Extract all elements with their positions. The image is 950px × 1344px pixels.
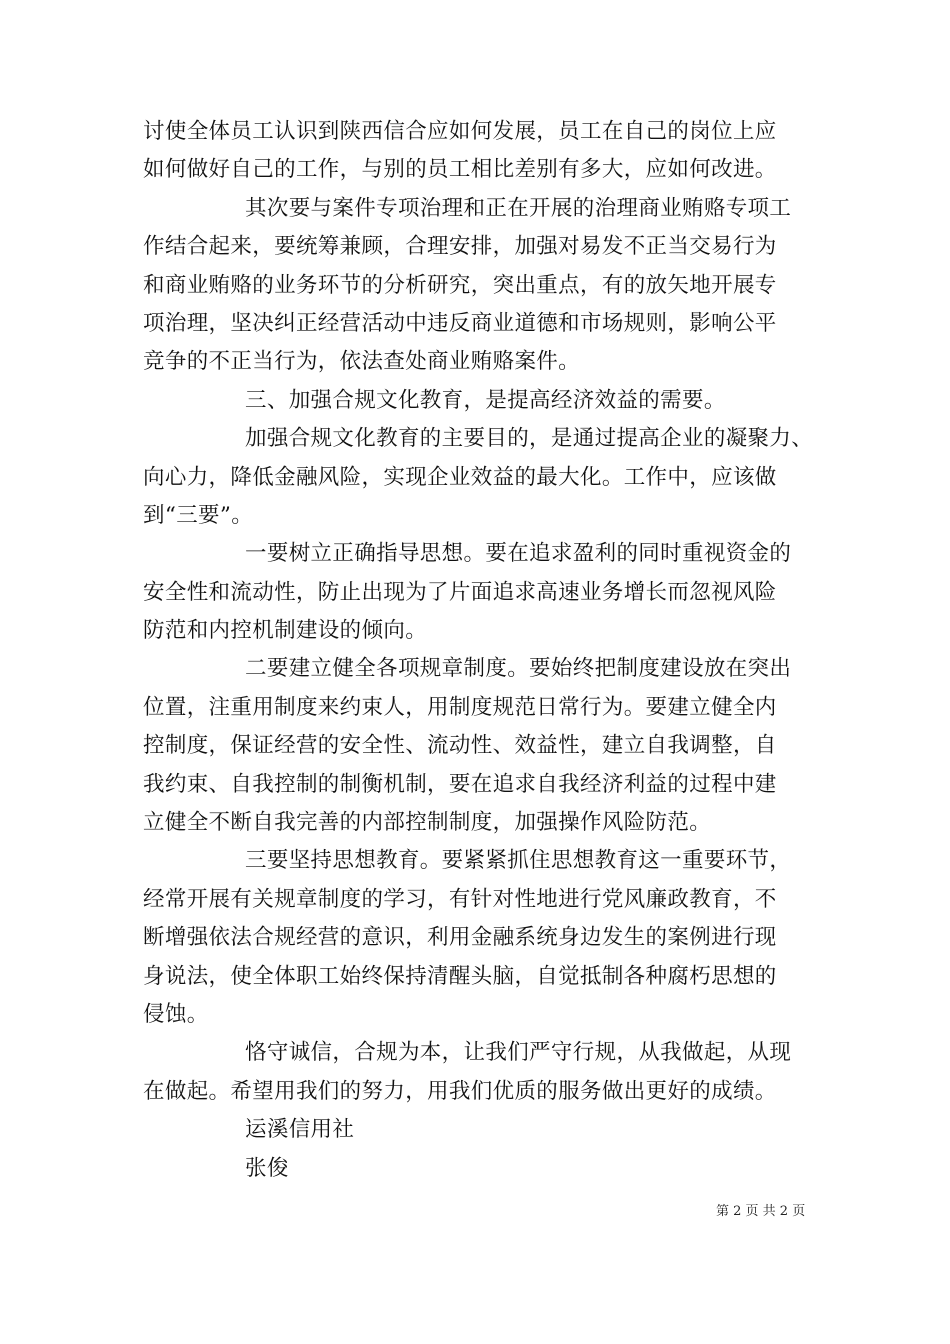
- body-line: 控制度，保证经营的安全性、流动性、效益性，建立自我调整，自: [143, 733, 777, 759]
- body-line: 侵蚀。: [143, 1001, 209, 1027]
- body-line: 安全性和流动性，防止出现为了片面追求高速业务增长而忽视风险: [143, 579, 777, 605]
- body-line: 经常开展有关规章制度的学习，有针对性地进行党风廉政教育，不: [143, 886, 777, 912]
- paragraph-start: 二要建立健全各项规章制度。要始终把制度建设放在突出: [245, 656, 792, 682]
- body-line: 作结合起来，要统筹兼顾，合理安排，加强对易发不正当交易行为: [143, 234, 777, 260]
- body-line: 立健全不断自我完善的内部控制制度，加强操作风险防范。: [143, 810, 712, 836]
- body-line: 位置，注重用制度来约束人，用制度规范日常行为。要建立健全内: [143, 694, 777, 720]
- signature-organization: 运溪信用社: [245, 1117, 355, 1143]
- body-line: 竞争的不正当行为，依法查处商业贿赂案件。: [143, 349, 581, 375]
- page-number: 第 2 页 共 2 页: [716, 1204, 806, 1219]
- signature-author: 张俊: [245, 1155, 289, 1181]
- body-line: 项治理，坚决纠正经营活动中违反商业道德和市场规则，影响公平: [143, 310, 777, 336]
- body-line: 防范和内控机制建设的倾向。: [143, 618, 428, 644]
- body-line: 到“三要”。: [143, 502, 254, 528]
- body-line: 讨使全体员工认识到陕西信合应如何发展，员工在自己的岗位上应: [143, 119, 777, 144]
- body-line: 和商业贿赂的业务环节的分析研究，突出重点，有的放矢地开展专: [143, 272, 777, 298]
- paragraph-start: 一要树立正确指导思想。要在追求盈利的同时重视资金的: [245, 541, 792, 567]
- paragraph-start: 三要坚持思想教育。要紧紧抓住思想教育这一重要环节，: [245, 848, 792, 874]
- section-heading: 三、加强合规文化教育，是提高经济效益的需要。: [245, 387, 726, 413]
- paragraph-start: 其次要与案件专项治理和正在开展的治理商业贿赂专项工: [245, 195, 792, 221]
- document-body: [143, 113, 814, 1188]
- body-line: 我约束、自我控制的制衡机制，要在追求自我经济利益的过程中建: [143, 771, 777, 797]
- paragraph-start: 恪守诚信，合规为本，让我们严守行规，从我做起，从现: [245, 1040, 792, 1066]
- body-line: 向心力，降低金融风险，实现企业效益的最大化。工作中，应该做: [143, 464, 777, 490]
- body-line: 如何做好自己的工作，与别的员工相比差别有多大，应如何改进。: [143, 157, 777, 183]
- paragraph-start: 加强合规文化教育的主要目的，是通过提高企业的凝聚力、: [245, 426, 814, 452]
- body-line: 在做起。希望用我们的努力，用我们优质的服务做出更好的成绩。: [143, 1078, 777, 1104]
- body-line: 断增强依法合规经营的意识，利用金融系统身边发生的案例进行现: [143, 925, 777, 951]
- body-line: 身说法，使全体职工始终保持清醒头脑，自觉抵制各种腐朽思想的: [143, 963, 777, 989]
